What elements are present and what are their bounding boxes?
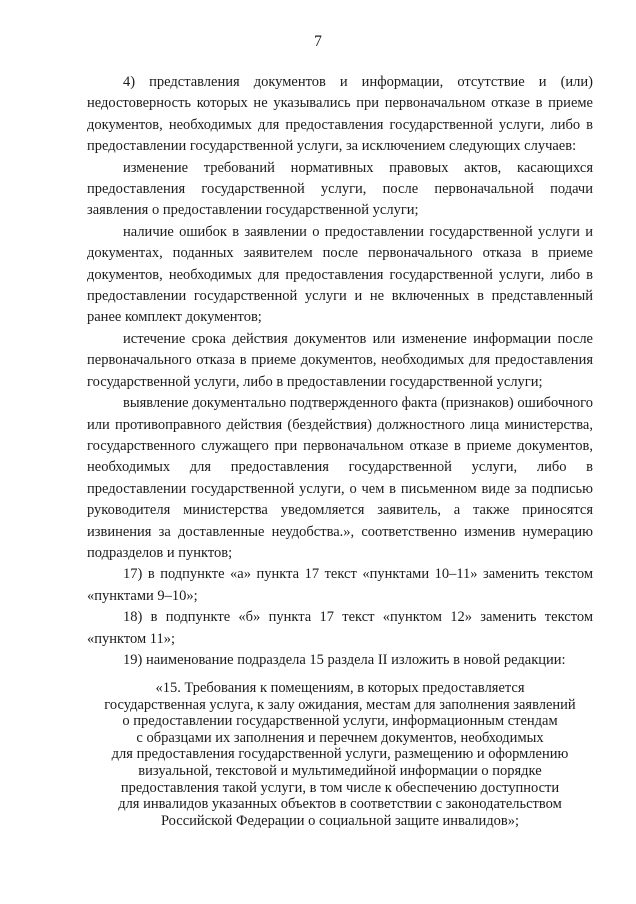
paragraph-item-4: 4) представления документов и информации, отсутствие и (или) недостоверность которых не указывались при первоначальном отказе в приеме документов, необходимых для предоставления государственной услуги, либо в предоставлении государственной услуги, за исключением следующих случаев: (87, 74, 593, 155)
paragraph-item-19: 19) наименование подраздела 15 раздела II изложить в новой редакции: (123, 651, 566, 668)
heading-line: с образцами их заполнения и перечнем документов, необходимых (136, 729, 544, 746)
heading-line: визуальной, текстовой и мультимедийной информации о порядке (138, 762, 542, 779)
paragraph-exception-3: истечение срока действия документов или изменение информации после первоначального отказа в приеме документов, необходимых для предоставления государственной услуги, либо в предоставлении государственной услуги; (87, 330, 593, 390)
paragraph-exception-2: наличие ошибок в заявлении о предоставлении государственной услуги и документах, поданных заявителем после первоначального отказа в приеме документов, необходимых для предоставления государственной услуги, либо в предоставлении государственной услуги и не включенных в представленный ранее комплект документов; (87, 223, 593, 326)
heading-line: «15. Требования к помещениям, в которых предоставляется (155, 680, 525, 696)
page-number: 7 (314, 33, 322, 50)
paragraph-exception-4: выявление документально подтвержденного факта (признаков) ошибочного или противоправного действия (бездействия) должностного лица министерства, государственного служащего при первоначальном отказе в приеме документов, необходимых для предоставления государственной услуги, либо в предоставлении государственной услуги, о чем в письменном виде за подписью руководителя министерства уведомляется заявитель, а также приносятся извинения за доставленные неудобства.», соответственно изменив нумерацию подразделов и пунктов; (87, 395, 593, 561)
heading-line: Российской Федерации о социальной защите инвалидов»; (160, 812, 520, 829)
paragraph-item-17: 17) в подпункте «а» пункта 17 текст «пунктами 10–11» заменить текстом «пунктами 9–10»; (87, 566, 593, 604)
heading-line: государственная услуга, к залу ожидания, местам для заполнения заявлений (104, 696, 576, 713)
heading-line: для предоставления государственной услуги, размещению и оформлению (111, 746, 569, 763)
heading-line: для инвалидов указанных объектов в соответствии с законодательством (118, 796, 562, 813)
document-body (87, 72, 593, 671)
heading-line: предоставления такой услуги, в том числе к обеспечению доступности (120, 779, 560, 796)
section-heading (70, 680, 610, 829)
paragraph-item-18: 18) в подпункте «б» пункта 17 текст «пунктом 12» заменить текстом «пунктом 11»; (87, 609, 593, 647)
heading-line: о предоставлении государственной услуги, информационным стендам (122, 713, 558, 730)
paragraph-exception-1: изменение требований нормативных правовых актов, касающихся предоставления государственной услуги, после первоначальной подачи заявления о предоставлении государственной услуги; (87, 159, 593, 219)
